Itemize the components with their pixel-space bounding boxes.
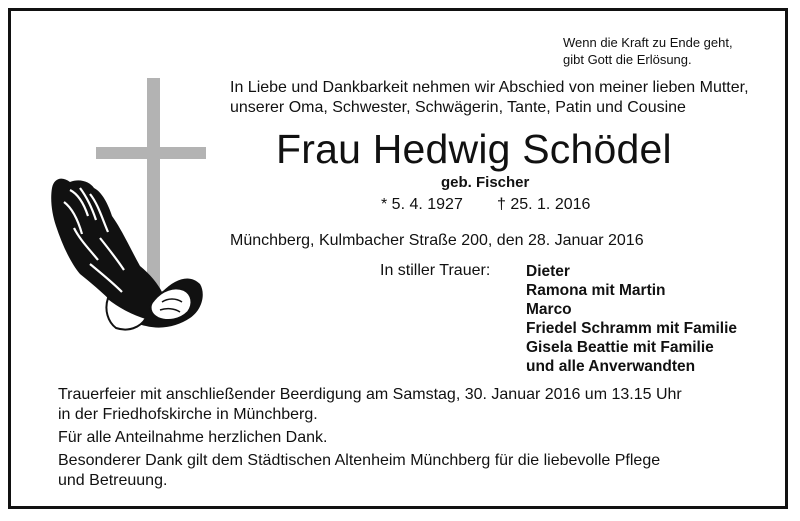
motto-line: Wenn die Kraft zu Ende geht,: [563, 35, 733, 50]
motto: [563, 34, 733, 68]
mourner: Dieter: [526, 263, 570, 280]
funeral-info: [58, 385, 682, 425]
death-date: † 25. 1. 2016: [497, 196, 591, 213]
praying-hands-icon: [51, 179, 203, 330]
mourner: Gisela Beattie mit Familie: [526, 339, 714, 356]
mourner: Marco: [526, 301, 572, 318]
mourner: Ramona mit Martin: [526, 282, 666, 299]
special-thanks: [58, 451, 660, 491]
mourner: Friedel Schramm mit Familie: [526, 320, 738, 337]
funeral-line: Trauerfeier mit anschließender Beerdigung am Samstag, 30. Januar 2016 um 13.15 Uhr: [58, 386, 682, 403]
birth-date: * 5. 4. 1927: [381, 196, 463, 213]
artwork: [50, 78, 220, 358]
thanks-text: Für alle Anteilnahme herzlichen Dank.: [58, 429, 328, 446]
funeral-line: in der Friedhofskirche in Münchberg.: [58, 406, 318, 423]
special-thanks-line: Besonderer Dank gilt dem Städtischen Altenheim Münchberg für die liebevolle Pflege: [58, 452, 661, 469]
motto-line: gibt Gott die Erlösung.: [563, 52, 692, 67]
intro-line: In Liebe und Dankbarkeit nehmen wir Abschied von meiner lieben Mutter,: [230, 79, 749, 96]
mourner: und alle Anverwandten: [526, 358, 696, 375]
intro-text: [230, 78, 749, 118]
place-date: Münchberg, Kulmbacher Straße 200, den 28. Januar 2016: [230, 232, 644, 249]
deceased-name: Frau Hedwig Schödel: [276, 126, 672, 172]
mourners-list: [526, 262, 737, 376]
intro-line: unserer Oma, Schwester, Schwägerin, Tante, Patin und Cousine: [230, 99, 686, 116]
special-thanks-line: und Betreuung.: [58, 472, 168, 489]
mourning-label: In stiller Trauer:: [380, 262, 491, 279]
maiden-name: geb. Fischer: [441, 174, 530, 191]
